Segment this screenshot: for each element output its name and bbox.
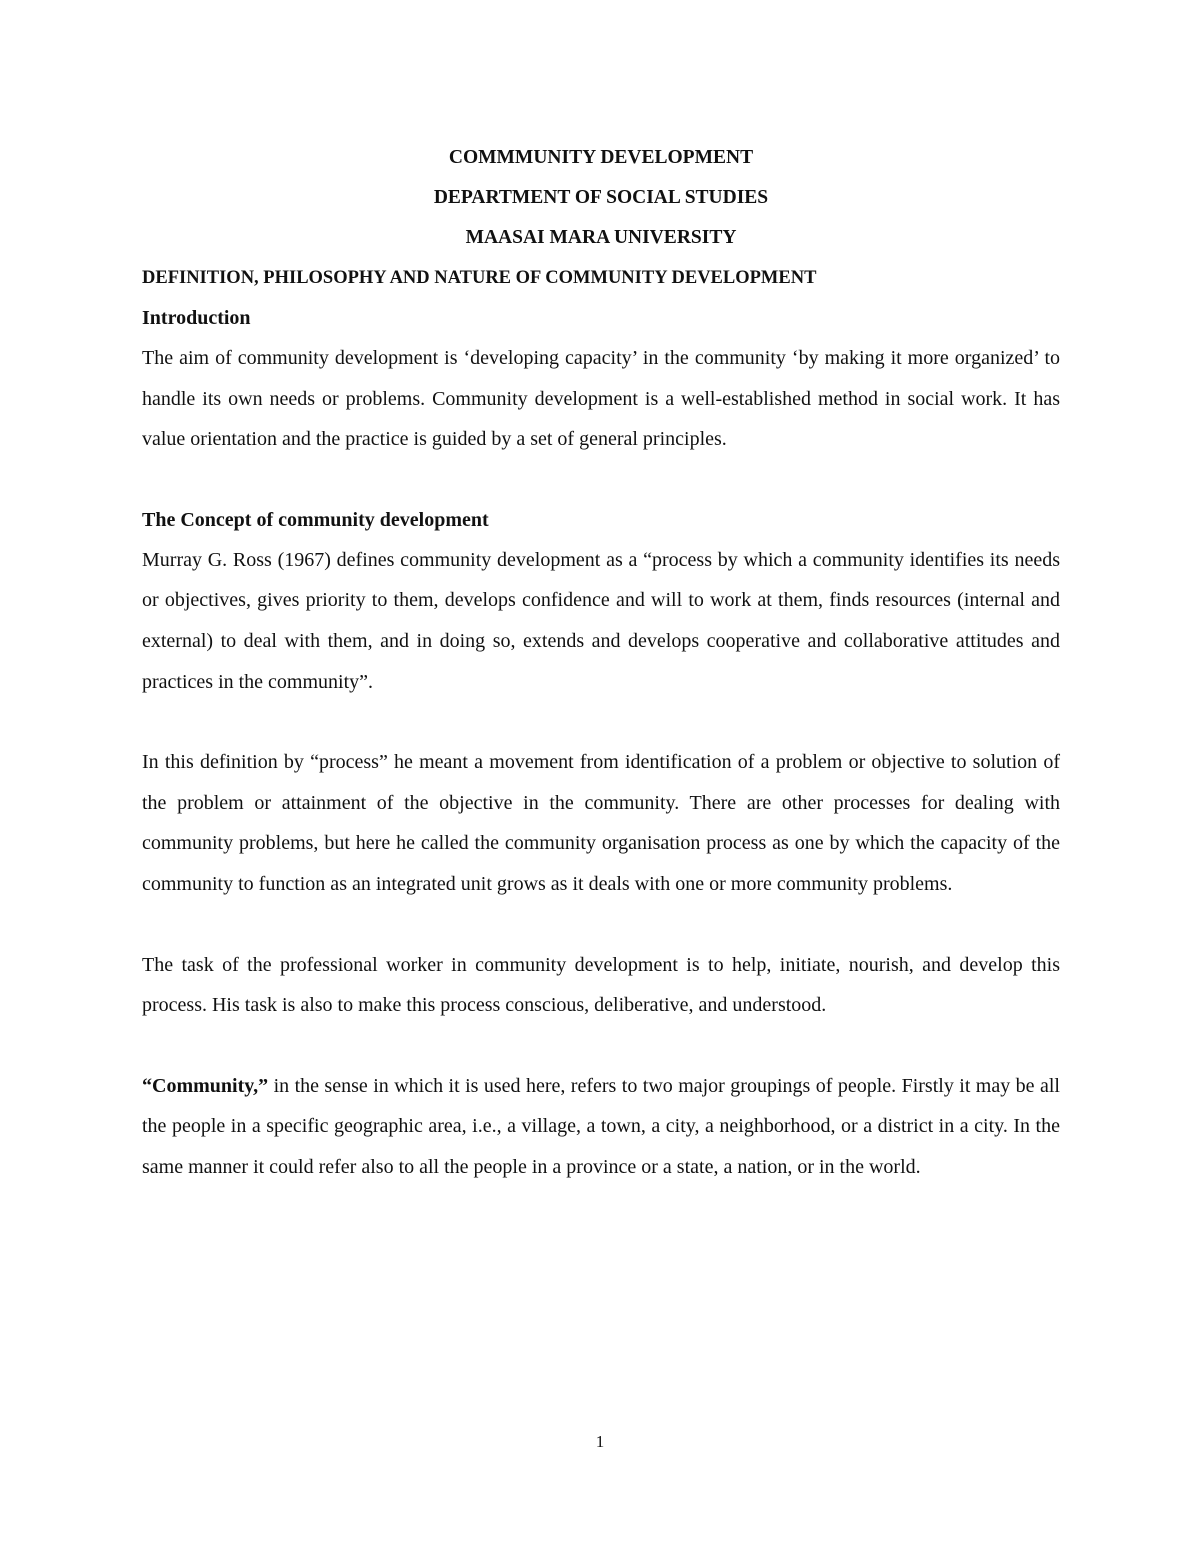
- header-university: MAASAI MARA UNIVERSITY: [465, 227, 737, 248]
- page-content: [142, 138, 1060, 1188]
- header-course-title: COMMMUNITY DEVELOPMENT: [448, 147, 754, 168]
- concept-heading: The Concept of community development: [142, 508, 489, 531]
- concept-paragraph-process: In this definition by “process” he meant a movement from identification of a problem or objective to solution of the problem or attainment of the objective in the community. There are other processes for dealing with community problems, but here he called the community organisation process as one by which the capacity of the community to function as an integrated unit grows as it deals with one or more community problems.: [142, 751, 1060, 895]
- document-title: DEFINITION, PHILOSOPHY AND NATURE OF COMMUNITY DEVELOPMENT: [142, 268, 817, 288]
- community-term: “Community,”: [142, 1074, 269, 1097]
- introduction-paragraph: The aim of community development is ‘developing capacity’ in the community ‘by making it more organized’ to handle its own needs or problems. Community development is a well-established method in social work. It has value orientation and the practice is guided by a set of general principles.: [142, 347, 1060, 451]
- concept-paragraph-definition: Murray G. Ross (1967) defines community development as a “process by which a community identifies its needs or objectives, gives priority to them, develops confidence and will to work at them, finds resources (internal and external) to deal with them, and in doing so, extends and develops cooperative and collaborative attitudes and practices in the community”.: [142, 548, 1060, 693]
- introduction-heading: Introduction: [142, 307, 251, 329]
- header-department: DEPARTMENT OF SOCIAL STUDIES: [433, 187, 769, 208]
- concept-paragraph-professional-task: The task of the professional worker in community development is to help, initiate, nourish, and develop this process. His task is also to make this process conscious, deliberative, and understood.: [142, 953, 1060, 1017]
- community-definition-text: in the sense in which it is used here, refers to two major groupings of people. Firstly it may be all the people in a specific geographic area, i.e., a village, a town, a city, a neighborhood, or a district in a city. In the same manner it could refer also to all the people in a province or a state, a nation, or in the world.: [142, 1074, 1060, 1178]
- concept-paragraph-community: [142, 1066, 1060, 1188]
- page-number: 1: [595, 1432, 605, 1451]
